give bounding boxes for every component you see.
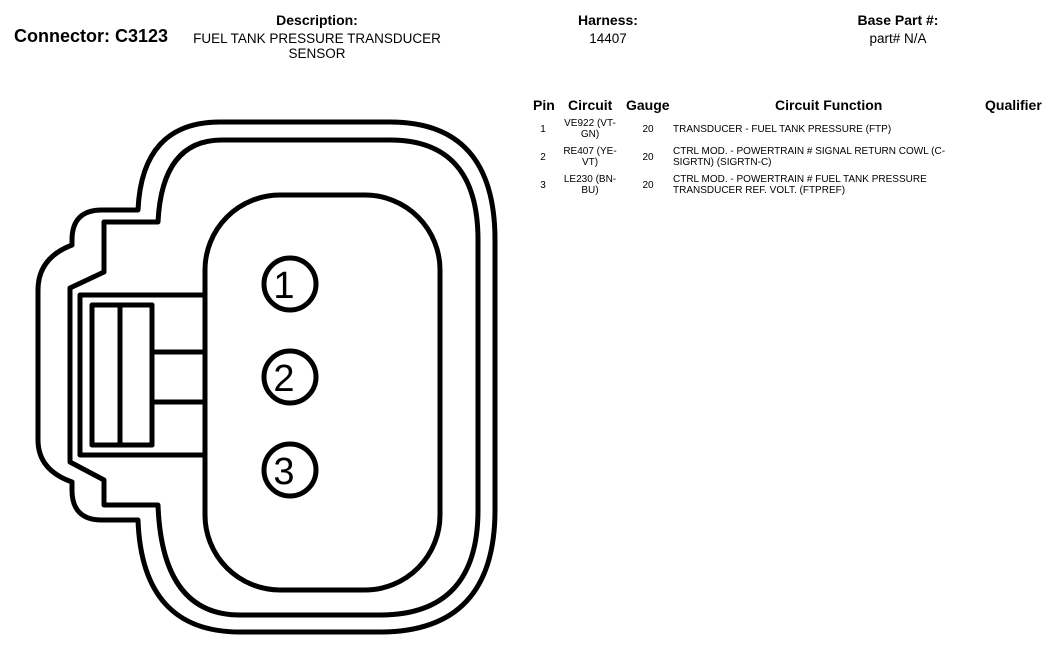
col-header-function: Circuit Function (775, 97, 883, 113)
latch-frame (80, 295, 205, 455)
pin-3-label: 3 (273, 451, 295, 493)
col-header-pin: Pin (533, 97, 555, 113)
table-row-3-circuit: LE230 (BN-BU) (563, 174, 617, 196)
table-row-2-pin: 2 (540, 152, 546, 163)
harness-label: Harness: (578, 12, 638, 28)
table-row-2-circuit: RE407 (YE-VT) (563, 146, 617, 168)
table-row-1-pin: 1 (540, 124, 546, 135)
table-row-3-function: CTRL MOD. - POWERTRAIN # FUEL TANK PRESSURE TRANSDUCER REF. VOLT. (FTPREF) (673, 174, 927, 196)
pin-cavity-face (205, 195, 440, 590)
connector-title: Connector: C3123 (14, 26, 169, 46)
table-row-3-pin: 3 (540, 180, 546, 191)
table-row-2-gauge: 20 (642, 152, 654, 163)
pin-2-label: 2 (273, 358, 295, 400)
base-part-value: part# N/A (869, 31, 927, 46)
col-header-qualifier: Qualifier (985, 97, 1042, 113)
table-row-1-circuit: VE922 (VT-GN) (564, 118, 616, 140)
table-row-3-gauge: 20 (642, 180, 654, 191)
description-value: FUEL TANK PRESSURE TRANSDUCER SENSOR (193, 31, 441, 61)
table-row-1-function: TRANSDUCER - FUEL TANK PRESSURE (FTP) (673, 124, 892, 135)
base-part-label: Base Part #: (857, 12, 939, 28)
table-row-2-function: CTRL MOD. - POWERTRAIN # SIGNAL RETURN COWL (C-SIGRTN) (SIGRTN-C) (673, 146, 946, 168)
description-label: Description: (276, 12, 358, 28)
harness-value: 14407 (589, 31, 627, 46)
latch-step-lower (152, 402, 205, 445)
table-row-1-gauge: 20 (642, 124, 654, 135)
pin-1-label: 1 (273, 265, 295, 307)
col-header-circuit: Circuit (568, 97, 613, 113)
col-header-gauge: Gauge (626, 97, 670, 113)
latch-step-upper (152, 305, 205, 352)
